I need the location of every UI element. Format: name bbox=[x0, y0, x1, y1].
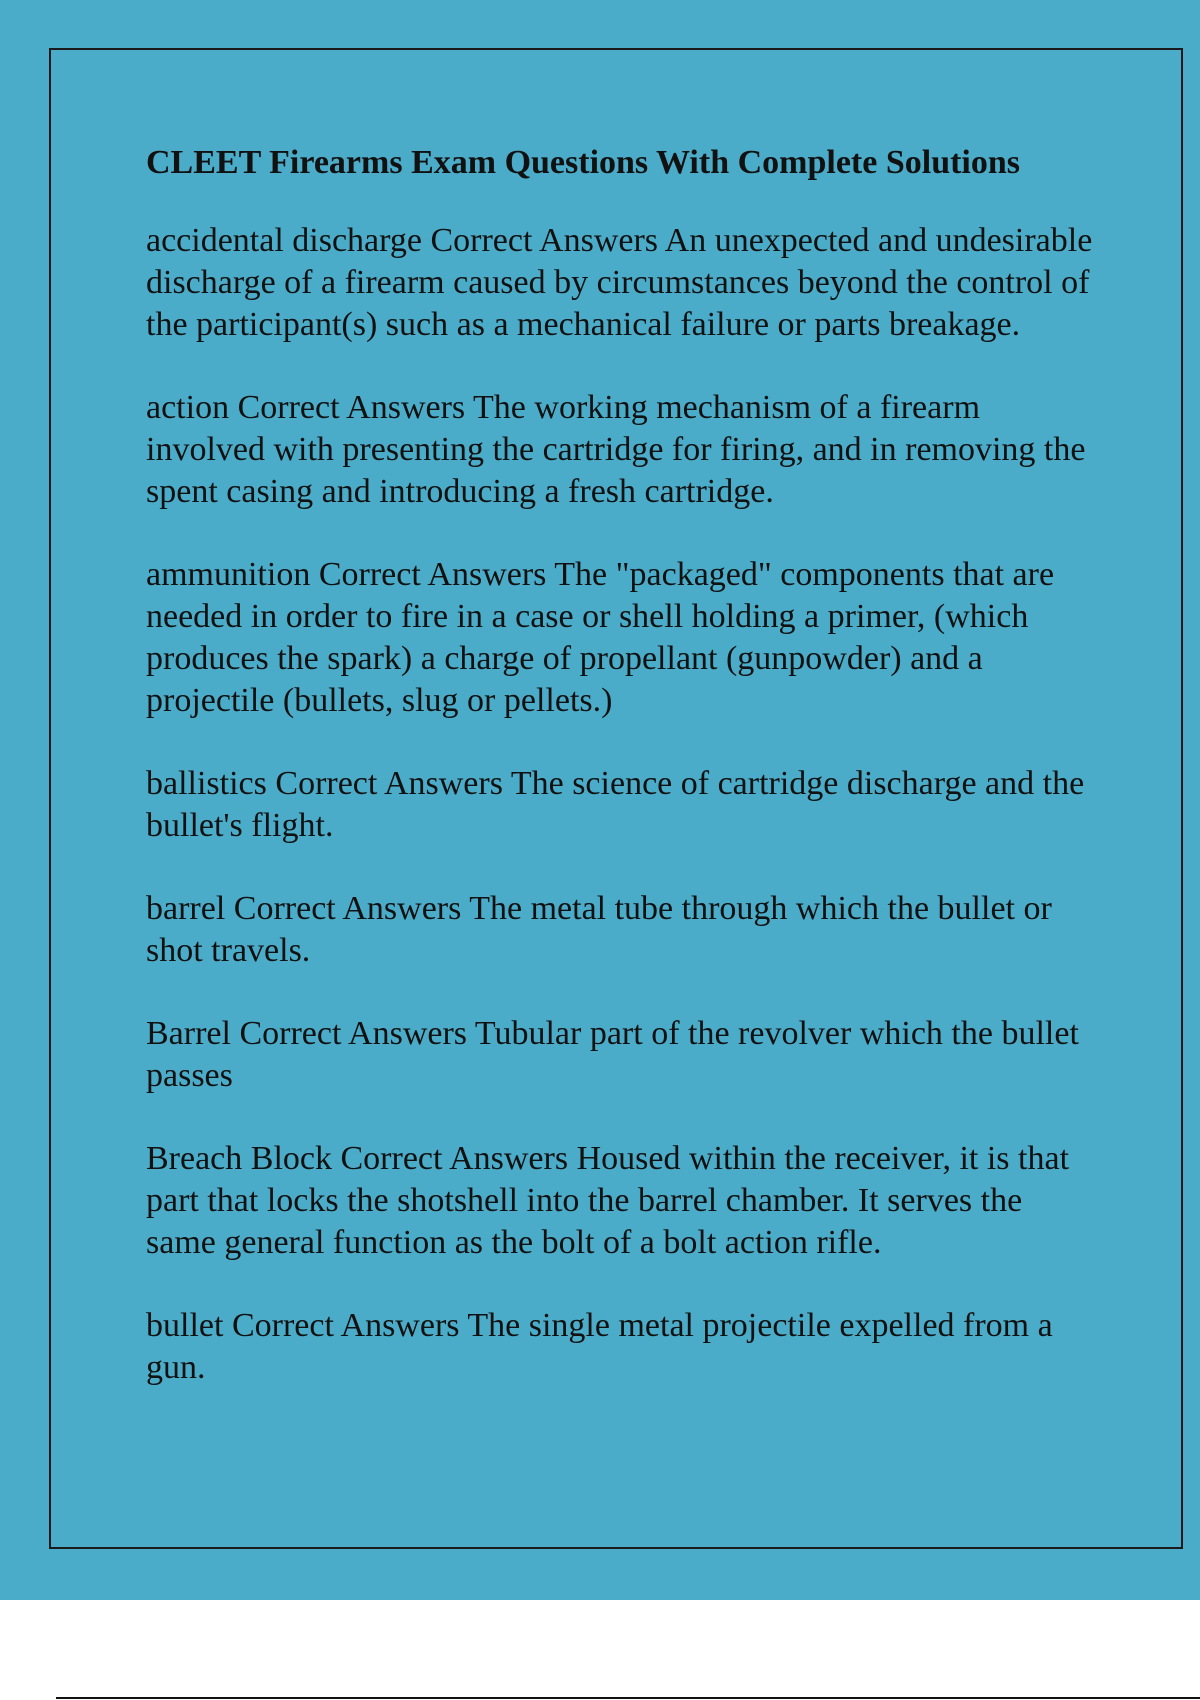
answer-label: Correct Answers bbox=[231, 1307, 460, 1344]
entry-definition: The working mechanism of a firearm involved with presenting the cartridge for firing, and in removing the spent casing and introducing a fresh cartridge. bbox=[146, 389, 1094, 510]
answer-label: Correct Answers bbox=[239, 1015, 468, 1052]
entry-term: bullet bbox=[146, 1307, 224, 1344]
entry-term: ammunition bbox=[146, 556, 311, 593]
entry-ballistics bbox=[146, 763, 1096, 847]
answer-label: Correct Answers bbox=[340, 1140, 569, 1177]
entry-definition: Tubular part of the revolver which the bullet passes bbox=[146, 1015, 1088, 1094]
entry-barrel bbox=[146, 888, 1096, 972]
entry-term: ballistics bbox=[146, 765, 267, 802]
document-title: CLEET Firearms Exam Questions With Complete Solutions bbox=[146, 144, 1021, 181]
entry-barrel-revolver bbox=[146, 1013, 1096, 1097]
entry-definition: The single metal projectile expelled from a gun. bbox=[146, 1307, 1062, 1386]
entry-definition: The science of cartridge discharge and the bullet's flight. bbox=[146, 765, 1093, 844]
entry-ammunition bbox=[146, 554, 1096, 722]
entry-term: barrel bbox=[146, 890, 226, 927]
entry-term: Barrel bbox=[146, 1015, 231, 1052]
entry-action bbox=[146, 387, 1096, 513]
entry-term: Breach Block bbox=[146, 1140, 332, 1177]
document-body bbox=[146, 142, 1101, 1430]
entry-term: action bbox=[146, 389, 230, 426]
answer-label: Correct Answers bbox=[233, 890, 462, 927]
answer-label: Correct Answers bbox=[318, 556, 547, 593]
entry-definition: The "packaged" components that are needed in order to fire in a case or shell holding a primer, (which produces the spark) a charge of propellant (gunpowder) and a projectile (bullets, slug or pellets.) bbox=[146, 556, 1063, 719]
answer-label: Correct Answers bbox=[275, 765, 503, 802]
answer-label: Correct Answers bbox=[430, 222, 659, 259]
entry-bullet bbox=[146, 1305, 1096, 1389]
entry-accidental-discharge bbox=[146, 220, 1101, 346]
entry-breach-block bbox=[146, 1138, 1096, 1264]
entry-term: accidental discharge bbox=[146, 222, 422, 259]
entry-definition: The metal tube through which the bullet or shot travels. bbox=[146, 890, 1061, 969]
answer-label: Correct Answers bbox=[237, 389, 466, 426]
entry-definition: An unexpected and undesirable discharge of a firearm caused by circumstances beyond the control of the participant(s) such as a mechanical failure or parts breakage. bbox=[146, 222, 1101, 343]
entry-definition: Housed within the receiver, it is that part that locks the shotshell into the barrel chamber. It serves the same general function as the bolt of a bolt action rifle. bbox=[146, 1140, 1078, 1261]
page-divider bbox=[56, 1697, 1200, 1699]
